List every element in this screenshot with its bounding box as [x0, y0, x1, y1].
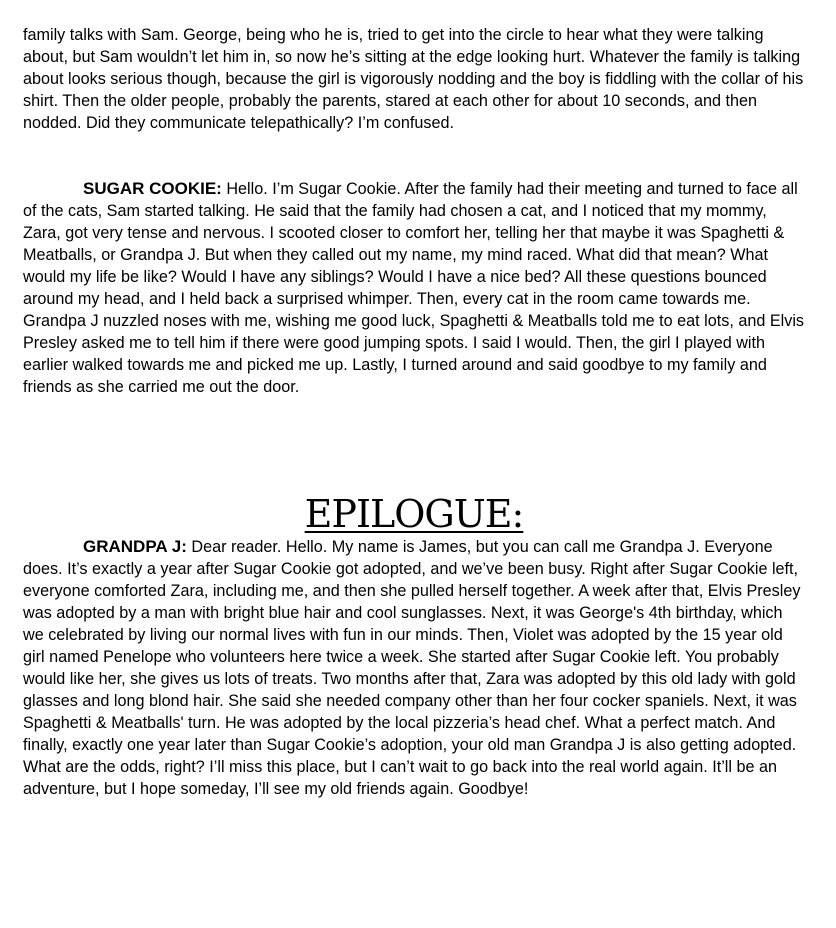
document-page [23, 24, 805, 800]
speaker-label-sugar-cookie: SUGAR COOKIE: [83, 179, 222, 198]
speaker-label-grandpa-j: GRANDPA J: [83, 537, 187, 556]
grandpa-j-paragraph [23, 536, 805, 800]
sugar-cookie-text: Hello. I’m Sugar Cookie. After the family had their meeting and turned to face all of the cats, Sam started talking. He said that the family had chosen a cat, and I noticed that my mommy, Zara, got very tense and nervous. I scooted closer to comfort her, telling her that maybe it was Spaghetti & Meatballs, or Grandpa J. But when they called out my name, my mind raced. What did that mean? What would my life be like? Would I have any siblings? Would I have a nice bed? All these questions bounced around my head, and I held back a surprised whimper. Then, every cat in the room came towards me. Grandpa J nuzzled noses with me, wishing me good luck, Spaghetti & Meatballs told me to eat lots, and Elvis Presley asked me to tell him if there were good jumping spots. I said I would. Then, the girl I played with earlier walked towards me and picked me up. Lastly, I turned around and said goodbye to my family and friends as she carried me out the door. [23, 180, 805, 396]
grandpa-j-text: Dear reader. Hello. My name is James, but you can call me Grandpa J. Everyone does. It’s exactly a year after Sugar Cookie got adopted, and we’ve been busy. Right after Sugar Cookie left, everyone comforted Zara, including me, and then she pulled herself together. A week after that, Elvis Presley was adopted by a man with bright blue hair and cool sunglasses. Next, it was George's 4th birthday, which we celebrated by living our normal lives with fun in our minds. Then, Violet was adopted by the 15 year old girl named Penelope who volunteers here twice a week. She started after Sugar Cookie left. You probably would like her, she gives us lots of treats. Two months after that, Zara was adopted by this old lady with gold glasses and long blond hair. She said she needed company other than her four cocker spaniels. Next, it was Spaghetti & Meatballs' turn. He was adopted by the local pizzeria’s head chef. What a perfect match. And finally, exactly one year later than Sugar Cookie’s adoption, your old man Grandpa J is also getting adopted. What are the odds, right? I’ll miss this place, but I can’t wait to go back into the real world again. It’ll be an adventure, but I hope someday, I’ll see my old friends again. Goodbye! [23, 538, 801, 798]
sugar-cookie-paragraph [23, 178, 805, 398]
opening-paragraph: family talks with Sam. George, being who he is, tried to get into the circle to hear what they were talking about, but Sam wouldn’t let him in, so now he’s sitting at the edge looking hurt. Whatever the family is talking about looks serious though, because the girl is vigorously nodding and the boy is fiddling with the collar of his shirt. Then the older people, probably the parents, stared at each other for about 10 seconds, and then nodded. Did they communicate telepathically? I’m confused. [23, 26, 804, 132]
epilogue-heading: EPILOGUE: [304, 492, 524, 536]
